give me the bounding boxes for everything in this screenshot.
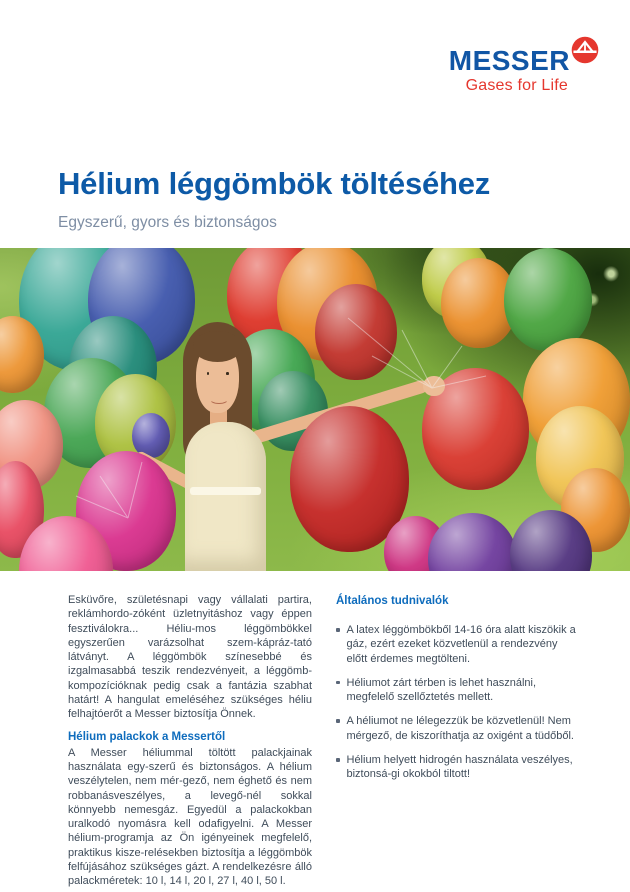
- left-section-body: A Messer héliummal töltött palackjainak használata egy-szerű és biztonságos. A hélium veszélytelen, nem mér-gező, nem éghető és nem robbanásveszélyes, a levegő-nél sokkal könnyebb nemesgáz. Egyedül a palackokban uralkodó nyomásra kell odafigyelni. A Messer hélium-programja az Ön igényeinek megfelelő, praktikus kisze-relésekben biztosítja a léggömbök felfújásához szükséges gázt. A rendelkezésre álló palackméretek: 10 l, 14 l, 20 l, 27 l, 40 l, 50 l.: [68, 746, 312, 888]
- bullet-text: A latex léggömbökből 14-16 óra alatt kiszökik a gáz, ezért ezeket közvetlenül a rendezvény előtt érdemes megtölteni.: [346, 624, 576, 665]
- balloons-front-layer: [0, 248, 630, 571]
- logo-tagline: Gases for Life: [465, 77, 568, 94]
- page-subtitle: Egyszerű, gyors és biztonságos: [58, 214, 277, 231]
- bullet-marker-icon: [336, 758, 340, 762]
- right-section-heading: Általános tudnivalók: [336, 595, 449, 607]
- bullet-item: [336, 623, 580, 666]
- bullet-item: [336, 714, 580, 743]
- right-column: [336, 593, 580, 889]
- bullet-item: [336, 753, 580, 782]
- messer-logo-icon: [571, 36, 599, 64]
- balloons-photo: [0, 248, 630, 571]
- left-section-heading: Hélium palackok a Messertől: [68, 730, 226, 743]
- left-column: [68, 593, 312, 889]
- bullet-item: [336, 676, 580, 705]
- content-columns: [68, 593, 580, 889]
- bullet-text: Héliumot zárt térben is lehet használni, megfelelő szellőztetés mellett.: [346, 676, 537, 704]
- page-title: Hélium léggömbök töltéséhez: [58, 166, 491, 201]
- bullet-marker-icon: [336, 681, 340, 685]
- bullet-list: [336, 623, 580, 782]
- bullet-marker-icon: [336, 719, 340, 723]
- balloon: [510, 510, 592, 571]
- messer-logo-wordmark: MESSER: [448, 45, 570, 76]
- bullet-text: A héliumot ne lélegezzük be közvetlenül! Nem mérgező, de kiszoríthatja az oxigént a tüdőből.: [346, 715, 574, 742]
- bullet-text: Hélium helyett hidrogén használata veszélyes, biztonsá-gi okokból tiltott!: [346, 754, 573, 781]
- bullet-marker-icon: [336, 628, 340, 632]
- balloon: [428, 513, 516, 571]
- intro-paragraph: Esküvőre, születésnapi vagy vállalati partira, reklámhordo-zóként üzletnyitáshoz vagy éppen fesztiválokra... Héliu-mos léggömbökkel egyszerűen varázsolhat szem-kápráz-tató látványt. A léggömbök színesebbé és izgalmasabbá teszik rendezvényeit, a léggömb-kompozícióknak pedig csak a fantázia szabhat határt! A hangulat emeléséhez szükséges héliu felhajtóerőt a Messer biztosítja Önnek.: [68, 594, 312, 721]
